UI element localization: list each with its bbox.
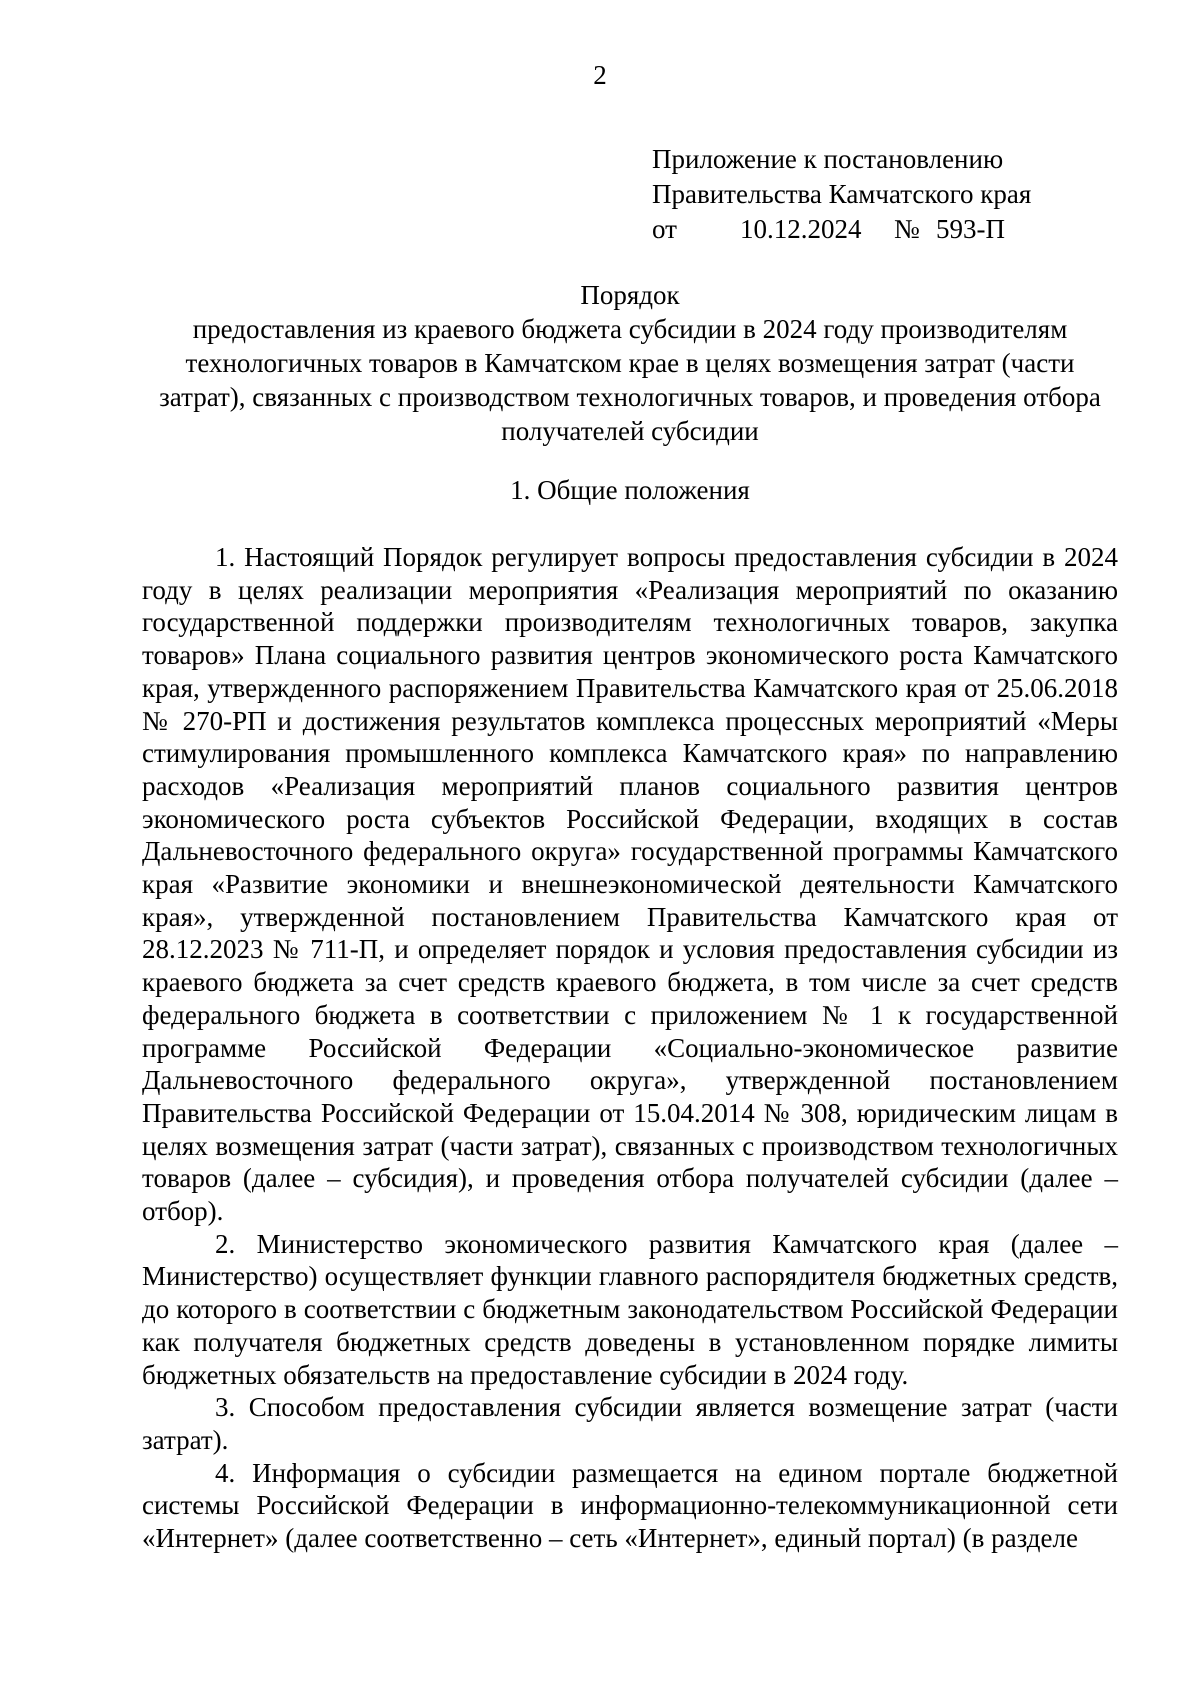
paragraph-3: 3. Способом предоставления субсидии является возмещение затрат (части затрат). xyxy=(142,1392,1118,1455)
paragraph-1: 1. Настоящий Порядок регулирует вопросы предоставления субсидии в 2024 году в целях реализации мероприятия «Реализация мероприятий по оказанию государственной поддержки производителям технологичных товаров, закупка товаров» Плана социального развития центров экономического роста Камчатского края, утвержденного распоряжением Правительства Камчатского края от 25.06.2018 № 270-РП и достижения результатов комплекса процессных мероприятий «Меры стимулирования промышленного комплекса Камчатского края» по направлению расходов «Реализация мероприятий планов социального развития центров экономического роста субъектов Российской Федерации, входящих в состав Дальневосточного федерального округа» государственной программы Камчатского края «Развитие экономики и внешнеэкономической деятельности Камчатского края», утвержденной постановлением Правительства Камчатского края от 28.12.2023 № 711-П, и определяет порядок и условия предоставления субсидии из краевого бюджета за счет средств краевого бюджета, в том числе за счет средств федерального бюджета в соответствии с приложением № 1 к государственной программе Российской Федерации «Социально-экономическое развитие Дальневосточного федерального округа», утвержденной постановлением Правительства Российской Федерации от 15.04.2014 № 308, юридическим лицам в целях возмещения затрат (части затрат), связанных с производством технологичных товаров (далее – субсидия), и проведения отбора получателей субсидии (далее – отбор). xyxy=(142,542,1118,1227)
page-number: 2 xyxy=(593,60,607,90)
section-heading: 1. Общие положения xyxy=(510,475,750,505)
approval-number: 593-П xyxy=(936,214,1005,244)
document-subtitle: предоставления из краевого бюджета субсидии в 2024 году производителям технологичных товаров в Камчатском крае в целях возмещения затрат (части затрат), связанных с производством технологичных товаров, и проведения отбора получателей субсидии xyxy=(159,314,1101,446)
document-title: Порядок xyxy=(580,280,680,310)
approval-date: 10.12.2024 xyxy=(740,214,862,244)
paragraph-2: 2. Министерство экономического развития Камчатского края (далее – Министерство) осуществляет функции главного распорядителя бюджетных средств, до которого в соответствии с бюджетным законодательством Российской Федерации как получателя бюджетных средств доведены в установленном порядке лимиты бюджетных обязательств на предоставление субсидии в 2024 году. xyxy=(142,1228,1118,1390)
approval-line-2: Правительства Камчатского края xyxy=(652,179,1032,209)
document-title-block xyxy=(140,278,1120,448)
approval-number-sign: № xyxy=(894,214,920,244)
approval-date-line xyxy=(652,212,1031,247)
body-text xyxy=(142,541,1118,1555)
approval-line-1: Приложение к постановлению xyxy=(652,144,1004,174)
approval-from-label: от xyxy=(652,214,677,244)
approval-block xyxy=(652,142,1031,247)
paragraph-4: 4. Информация о субсидии размещается на едином портале бюджетной системы Российской Федерации в информационно-телекоммуникационной сети «Интернет» (далее соответственно – сеть «Интернет», единый портал) (в разделе xyxy=(142,1457,1118,1554)
